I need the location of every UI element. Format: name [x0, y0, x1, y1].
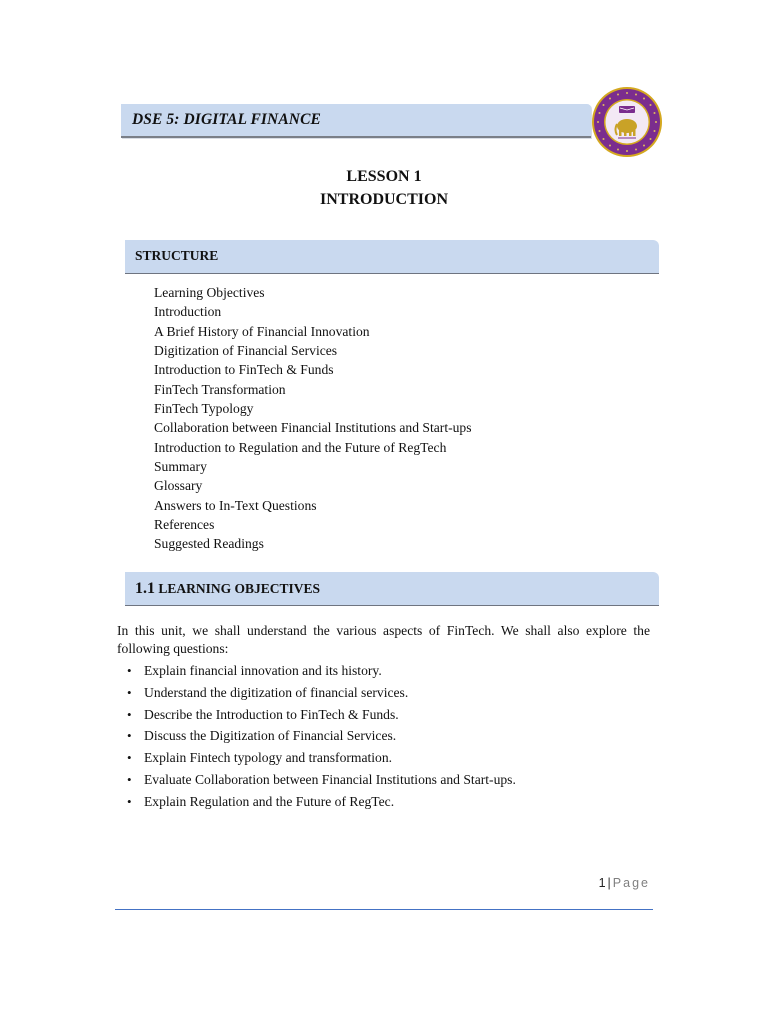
bullet-icon: •	[127, 793, 132, 809]
page-number: 1	[598, 876, 606, 890]
structure-item: Digitization of Financial Services	[154, 343, 338, 359]
page-separator: |	[607, 876, 611, 890]
structure-banner	[125, 240, 659, 274]
objective-item	[127, 704, 516, 726]
structure-item: Introduction to Regulation and the Future of RegTech	[154, 439, 447, 455]
bullet-icon: •	[127, 728, 132, 744]
structure-item: A Brief History of Financial Innovation	[154, 323, 370, 339]
structure-list	[154, 283, 472, 554]
section-title: LEARNING OBJECTIVES	[158, 581, 321, 596]
section-number: 1.1	[135, 580, 155, 597]
structure-item: Introduction to FinTech & Funds	[154, 362, 334, 378]
objective-item	[127, 747, 516, 769]
page-label: Page	[612, 876, 650, 890]
course-header-banner	[121, 104, 591, 138]
bullet-icon: •	[127, 750, 132, 765]
objective-text: Explain Fintech typology and transformation.	[144, 750, 393, 765]
course-title: DSE 5: DIGITAL FINANCE	[132, 111, 321, 128]
learning-objectives-heading	[135, 580, 320, 598]
objective-item	[127, 769, 516, 791]
objective-text: Discuss the Digitization of Financial Services.	[144, 728, 397, 744]
objective-text: Evaluate Collaboration between Financial Institutions and Start-ups.	[144, 771, 516, 787]
lesson-number: LESSON 1	[346, 168, 422, 185]
structure-item: Glossary	[154, 478, 203, 494]
objective-item	[127, 725, 516, 747]
objectives-list	[127, 660, 516, 812]
structure-item: Suggested Readings	[154, 536, 264, 552]
objective-text: Explain Regulation and the Future of RegTec.	[144, 793, 395, 809]
structure-item: Introduction	[154, 304, 222, 320]
structure-item: Summary	[154, 459, 207, 475]
structure-item: Collaboration between Financial Institutions and Start-ups	[154, 420, 472, 436]
lesson-title: INTRODUCTION	[319, 191, 448, 208]
structure-item: References	[154, 517, 215, 533]
university-seal-icon	[591, 86, 663, 158]
footer-divider	[115, 909, 653, 910]
objective-item	[127, 660, 516, 682]
page-number-footer	[560, 876, 650, 890]
objective-text: Describe the Introduction to FinTech & Funds.	[144, 706, 399, 722]
bullet-icon: •	[127, 771, 132, 787]
structure-heading: STRUCTURE	[135, 248, 219, 263]
learning-objectives-banner	[125, 572, 659, 606]
structure-item: FinTech Transformation	[154, 381, 286, 397]
objectives-intro-paragraph: In this unit, we shall understand the various aspects of FinTech. We shall also explore the following questions:	[117, 623, 650, 656]
structure-item: FinTech Typology	[154, 401, 254, 417]
structure-item: Answers to In-Text Questions	[154, 497, 317, 513]
bullet-icon: •	[127, 706, 132, 722]
objective-item	[127, 682, 516, 704]
bullet-icon: •	[127, 684, 132, 700]
objective-text: Understand the digitization of financial services.	[144, 684, 409, 700]
objective-item	[127, 791, 516, 813]
structure-item: Learning Objectives	[154, 285, 265, 300]
objective-text: Explain financial innovation and its history.	[144, 663, 382, 678]
bullet-icon: •	[127, 663, 132, 678]
